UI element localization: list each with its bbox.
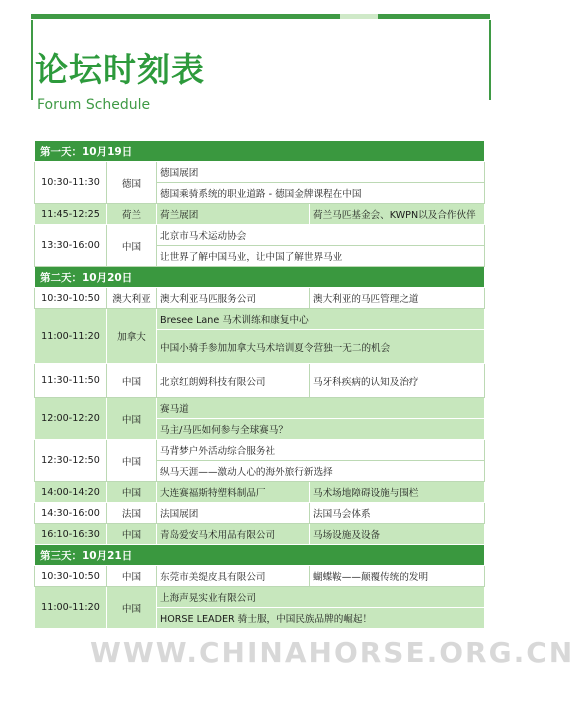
session-topic: 马场设施及设备 [310,524,485,545]
day-label: 第二天：10月20日 [35,267,485,288]
day-label: 第三天：10月21日 [35,545,485,566]
left-border-line [31,20,33,100]
session-country: 法国 [107,503,157,524]
session-country: 德国 [107,162,157,204]
session-organizer: Bresee Lane 马术训练和康复中心 [157,309,485,330]
session-time: 10:30-11:30 [35,162,107,204]
top-accent-bar [31,14,490,19]
table-row [35,309,485,330]
session-organizer: 荷兰展团 [157,204,310,225]
day-header [35,545,485,566]
top-accent-highlight [340,14,378,19]
session-organizer: 赛马道 [157,398,485,419]
table-row [35,225,485,246]
session-time: 11:45-12:25 [35,204,107,225]
session-organizer: 东莞市美缇皮具有限公司 [157,566,310,587]
session-time: 14:30-16:00 [35,503,107,524]
session-organizer: 北京红朗姆科技有限公司 [157,364,310,398]
session-topic: 德国乘骑系统的职业道路 - 德国金牌课程在中国 [157,183,485,204]
table-row [35,364,485,398]
right-border-line [489,20,491,100]
session-organizer: 大连赛福斯特塑料制品厂 [157,482,310,503]
session-topic: 澳大利亚的马匹管理之道 [310,288,485,309]
session-time: 10:30-10:50 [35,288,107,309]
day-label: 第一天：10月19日 [35,141,485,162]
session-topic: 荷兰马匹基金会、KWPN以及合作伙伴 [310,204,485,225]
session-organizer: 法国展团 [157,503,310,524]
day-header [35,141,485,162]
session-organizer: 北京市马术运动协会 [157,225,485,246]
page-title: 论坛时刻表 [35,50,205,89]
session-country: 中国 [107,364,157,398]
session-topic: 马主/马匹如何参与全球赛马？ [157,419,485,440]
session-country: 荷兰 [107,204,157,225]
session-country: 中国 [107,566,157,587]
session-country: 中国 [107,225,157,267]
session-country: 澳大利亚 [107,288,157,309]
table-row [35,398,485,419]
session-time: 10:30-10:50 [35,566,107,587]
day-header [35,267,485,288]
session-country: 中国 [107,482,157,503]
session-country: 中国 [107,440,157,482]
session-topic: 马术场地障碍设施与围栏 [310,482,485,503]
session-time: 11:30-11:50 [35,364,107,398]
session-topic: HORSE LEADER 骑士服，中国民族品牌的崛起！ [157,608,485,629]
table-row [35,440,485,461]
session-time: 12:30-12:50 [35,440,107,482]
session-time: 11:00-11:20 [35,587,107,629]
session-time: 13:30-16:00 [35,225,107,267]
session-time: 16:10-16:30 [35,524,107,545]
session-topic: 中国小骑手参加加拿大马术培训夏令营独一无二的机会 [157,330,485,364]
table-row [35,204,485,225]
table-row [35,524,485,545]
watermark: WWW.CHINAHORSE.ORG.CN [90,636,574,669]
session-topic: 纵马天涯——激动人心的海外旅行新选择 [157,461,485,482]
schedule-table [34,140,485,629]
table-row [35,503,485,524]
session-time: 12:00-12:20 [35,398,107,440]
session-topic: 蝴蝶鞍——颠覆传统的发明 [310,566,485,587]
session-time: 11:00-11:20 [35,309,107,364]
session-organizer: 马背梦户外活动综合服务社 [157,440,485,461]
session-organizer: 青岛爱安马术用品有限公司 [157,524,310,545]
session-country: 中国 [107,587,157,629]
session-country: 加拿大 [107,309,157,364]
session-topic: 让世界了解中国马业，让中国了解世界马业 [157,246,485,267]
session-topic: 法国马会体系 [310,503,485,524]
session-organizer: 德国展团 [157,162,485,183]
table-row [35,566,485,587]
session-country: 中国 [107,524,157,545]
table-row [35,482,485,503]
session-topic: 马牙科疾病的认知及治疗 [310,364,485,398]
session-time: 14:00-14:20 [35,482,107,503]
table-row [35,587,485,608]
table-row [35,288,485,309]
session-organizer: 上海声晃实业有限公司 [157,587,485,608]
session-country: 中国 [107,398,157,440]
session-organizer: 澳大利亚马匹服务公司 [157,288,310,309]
table-row [35,162,485,183]
page-subtitle: Forum Schedule [37,97,151,113]
